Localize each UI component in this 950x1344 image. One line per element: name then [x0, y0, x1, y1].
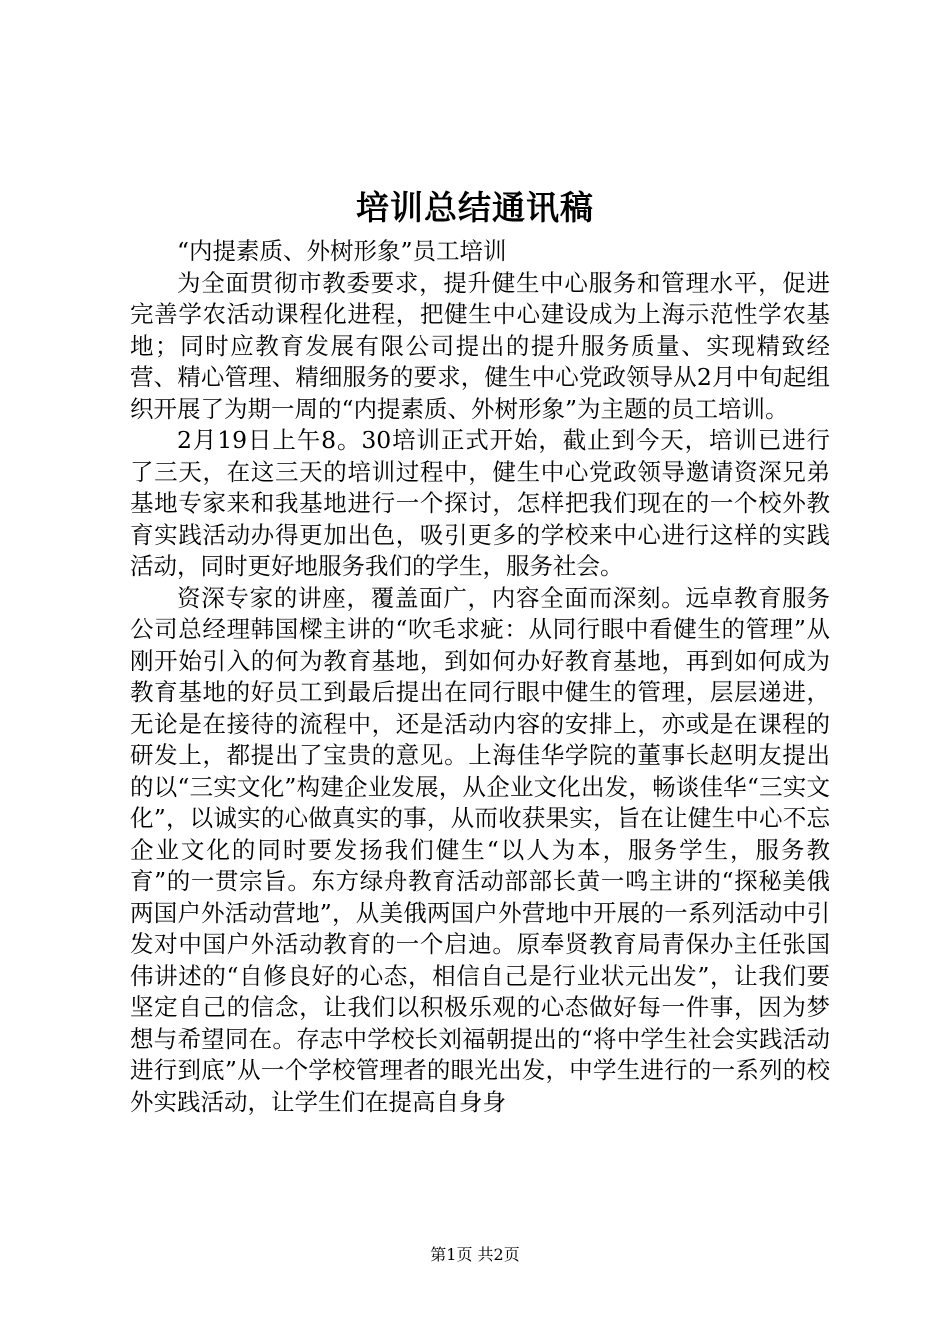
- page-number: 第1页 共2页: [430, 1245, 520, 1264]
- body-paragraph: 2月19日上午8。30培训正式开始，截止到今天，培训已进行了三天，在这三天的培训过程中，健生中心党政领导邀请资深兄弟基地专家来和我基地进行一个探讨，怎样把我们现在的一个校外教育实践活动办得更加出色，吸引更多的学校来中心进行这样的实践活动，同时更好地服务我们的学生，服务社会。: [130, 426, 830, 580]
- body-paragraph: 资深专家的讲座，覆盖面广，内容全面而深刻。远卓教育服务公司总经理韩国樑主讲的“吹毛求疵：从同行眼中看健生的管理”从刚开始引入的何为教育基地，到如何办好教育基地，再到如何成为教育基地的好员工到最后提出在同行眼中健生的管理，层层递进，无论是在接待的流程中，还是活动内容的安排上，亦或是在课程的研发上，都提出了宝贵的意见。上海佳华学院的董事长赵明友提出的以“三实文化”构建企业发展，从企业文化出发，畅谈佳华“三实文化”，以诚实的心做真实的事，从而收获果实，旨在让健生中心不忘企业文化的同时要发扬我们健生“以人为本，服务学生，服务教育”的一贯宗旨。东方绿舟教育活动部部长黄一鸣主讲的“探秘美俄两国户外活动营地”，从美俄两国户外营地中开展的一系列活动中引发对中国户外活动教育的一个启迪。原奉贤教育局青保办主任张国伟讲述的“自修良好的心态，相信自己是行业状元出发”，让我们要坚定自己的信念，让我们以积极乐观的心态做好每一件事，因为梦想与希望同在。存志中学校长刘福朝提出的“将中学生社会实践活动进行到底”从一个学校管理者的眼光出发，中学生进行的一系列的校外实践活动，让学生们在提高自身身: [130, 583, 830, 1116]
- body-paragraph: 为全面贯彻市教委要求，提升健生中心服务和管理水平，促进完善学农活动课程化进程，把健生中心建设成为上海示范性学农基地；同时应教育发展有限公司提出的提升服务质量、实现精致经营、精心管理、精细服务的要求，健生中心党政领导从2月中旬起组织开展了为期一周的“内提素质、外树形象”为主题的员工培训。: [130, 268, 830, 423]
- document-title: 培训总结通讯稿: [356, 188, 594, 227]
- subtitle-paragraph: “内提素质、外树形象”员工培训: [177, 237, 507, 265]
- document-body: [130, 236, 830, 1118]
